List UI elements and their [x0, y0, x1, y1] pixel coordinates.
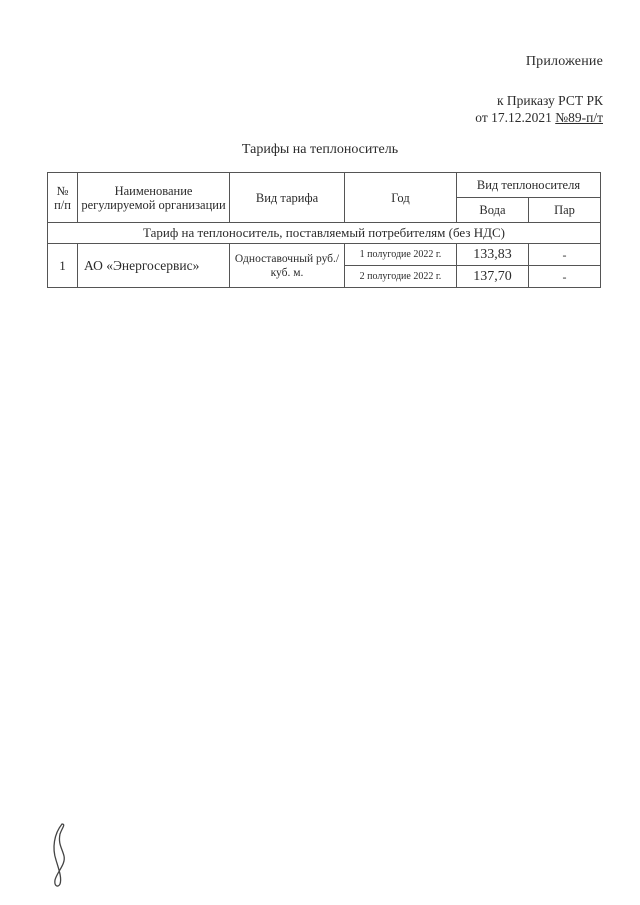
row-period: 2 полугодие 2022 г. [345, 266, 457, 288]
order-date: от 17.12.2021 [475, 110, 556, 125]
table-section-row [48, 223, 601, 244]
table-header-row [48, 173, 601, 198]
row-tariff-type: Одноставочный руб./куб. м. [230, 244, 345, 288]
row-num: 1 [48, 244, 78, 288]
section-title: Тариф на теплоноситель, поставляемый потребителям (без НДС) [48, 223, 601, 244]
annex-label: Приложение [525, 54, 603, 69]
col-header-year: Год [345, 173, 457, 223]
order-line-1: к Приказу РСТ РК [497, 93, 603, 108]
row-water-value: 137,70 [457, 266, 529, 288]
order-line-2 [475, 109, 603, 126]
tariffs-table [47, 172, 601, 288]
col-header-steam: Пар [529, 198, 601, 223]
col-header-org: Наименование регулируемой организации [78, 173, 230, 223]
order-reference [475, 92, 603, 126]
document-title: Тарифы на теплоноситель [241, 142, 399, 157]
row-org: АО «Энергосервис» [78, 244, 230, 288]
col-header-tariff-type: Вид тарифа [230, 173, 345, 223]
row-water-value: 133,83 [457, 244, 529, 266]
row-period: 1 полугодие 2022 г. [345, 244, 457, 266]
row-steam-value: - [529, 266, 601, 288]
col-header-carrier-type: Вид теплоносителя [457, 173, 601, 198]
row-steam-value: - [529, 244, 601, 266]
table-row [48, 244, 601, 266]
col-header-num: № п/п [48, 173, 78, 223]
col-header-water: Вода [457, 198, 529, 223]
order-number: №89-п/т [555, 110, 603, 125]
signature-mark [40, 820, 80, 890]
